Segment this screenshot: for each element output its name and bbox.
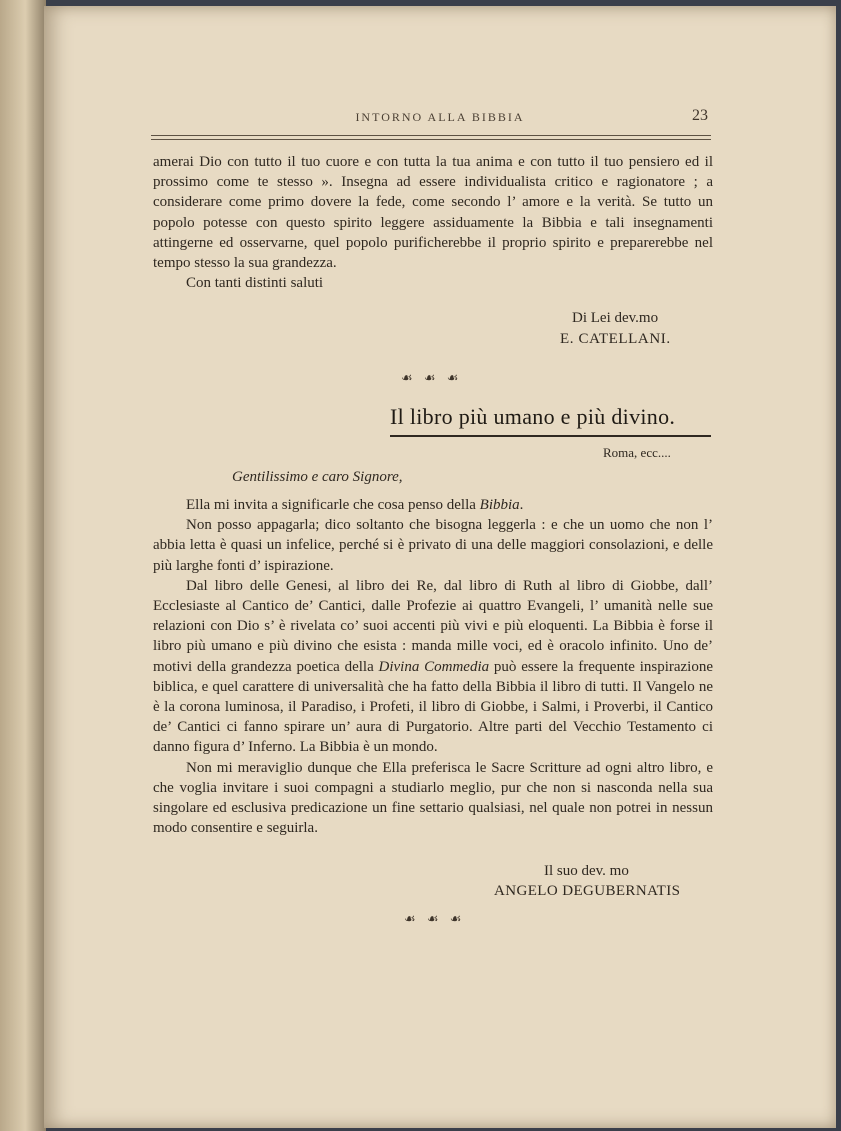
letter2-signature: ANGELO DEGUBERNATIS bbox=[494, 883, 681, 899]
fleuron-ornament: ☙ ☙ ☙ bbox=[401, 370, 463, 385]
letter1-signature: E. CATELLANI. bbox=[560, 331, 671, 347]
book-page bbox=[44, 6, 836, 1128]
text-run: può essere la frequente inspirazione biblica, e quel carattere di universalità che ha fatto della Bibbia il libro di tutti. Il Vangelo ne è la corona luminosa, il Paradiso, i Profeti, il libro di Giobbe, i Salmi, i Proverbi, il Cantico de’ Cantici ci fanno spirare un’ aura di Purgatorio. Altre parti del Vecchio Testamento ci danno figura d’ Inferno. La Bibbia è un mondo. bbox=[153, 658, 713, 756]
letter2-paragraph-2: Non posso appagarla; dico soltanto che bisogna leggerla : e che un uomo che non l’ abbia letta è quasi un infelice, perché si è privato di una delle maggiori consolazioni, e delle più larghe fonti d’ ispirazione. bbox=[153, 517, 713, 574]
facing-page-edge bbox=[0, 0, 46, 1131]
letter1-closing: Con tanti distinti saluti bbox=[186, 275, 324, 292]
text-run: Dal libro delle Genesi, al libro dei Re, dal libro di Ruth al libro di Giobbe, dall’ Ecclesiaste al Cantico de’ Cantici, dalle Profezie ai quattro Evangeli, l’ umanità nelle sue relazioni con Dio s’ è rivelata co’ suoi accenti più vivi e più eloquenti. La Bibbia è forse il libro più umano e più divino che esista : manda mille voci, ed è oracolo infinito. Uno de’ motivi della grandezza poetica della bbox=[153, 577, 713, 675]
title-underline bbox=[390, 435, 711, 437]
running-head: INTORNO ALLA BIBBIA bbox=[355, 110, 525, 124]
letter2-paragraph-1 bbox=[153, 495, 713, 515]
letter2-signoff: Il suo dev. mo bbox=[544, 863, 629, 879]
italic-divina-commedia: Divina Commedia bbox=[378, 658, 490, 675]
letter1-paragraph: amerai Dio con tutto il tuo cuore e con tutta la tua anima e con tutto il tuo pensiero ed il prossimo come te stesso ». Insegna ad essere individualista critico e ragionatore ; a considerare come primo dovere la fede, come secondo l’ amore e la verità. Se tutto un popolo potesse con questo spirito leggere assiduamente la Bibbia e tali insegnamenti attingerne ed osservarne, quel popolo purificherebbe il proprio spirito e preparerebbe nel tempo stesso la sua grandezza. bbox=[153, 154, 713, 272]
letter2-paragraph-4: Non mi meraviglio dunque che Ella preferisca le Sacre Scritture ad ogni altro libro, e che voglia invitare i suoi compagni a studiarlo meglio, pur che non si nasconda nella sua singolare ed esclusiva predicazione un fine settario qualsiasi, nel quale non potrei in nessun modo consentire e seguirla. bbox=[153, 759, 713, 837]
letter1-signoff: Di Lei dev.mo bbox=[572, 310, 659, 326]
letter2-paragraph-3 bbox=[153, 576, 713, 758]
letter2-body bbox=[153, 495, 713, 838]
dateline: Roma, ecc.... bbox=[603, 445, 671, 460]
salutation: Gentilissimo e caro Signore, bbox=[232, 469, 403, 485]
article-title: Il libro più umano e più divino. bbox=[390, 404, 676, 429]
page-number: 23 bbox=[692, 107, 708, 124]
text-run: Ella mi invita a significarle che cosa penso della bbox=[186, 497, 480, 513]
italic-bibbia: Bibbia bbox=[479, 497, 520, 513]
text-run: . bbox=[519, 497, 524, 513]
letter1-body bbox=[153, 152, 713, 293]
header-rule bbox=[151, 135, 711, 140]
fleuron-ornament-bottom: ☙ ☙ ☙ bbox=[404, 911, 466, 926]
